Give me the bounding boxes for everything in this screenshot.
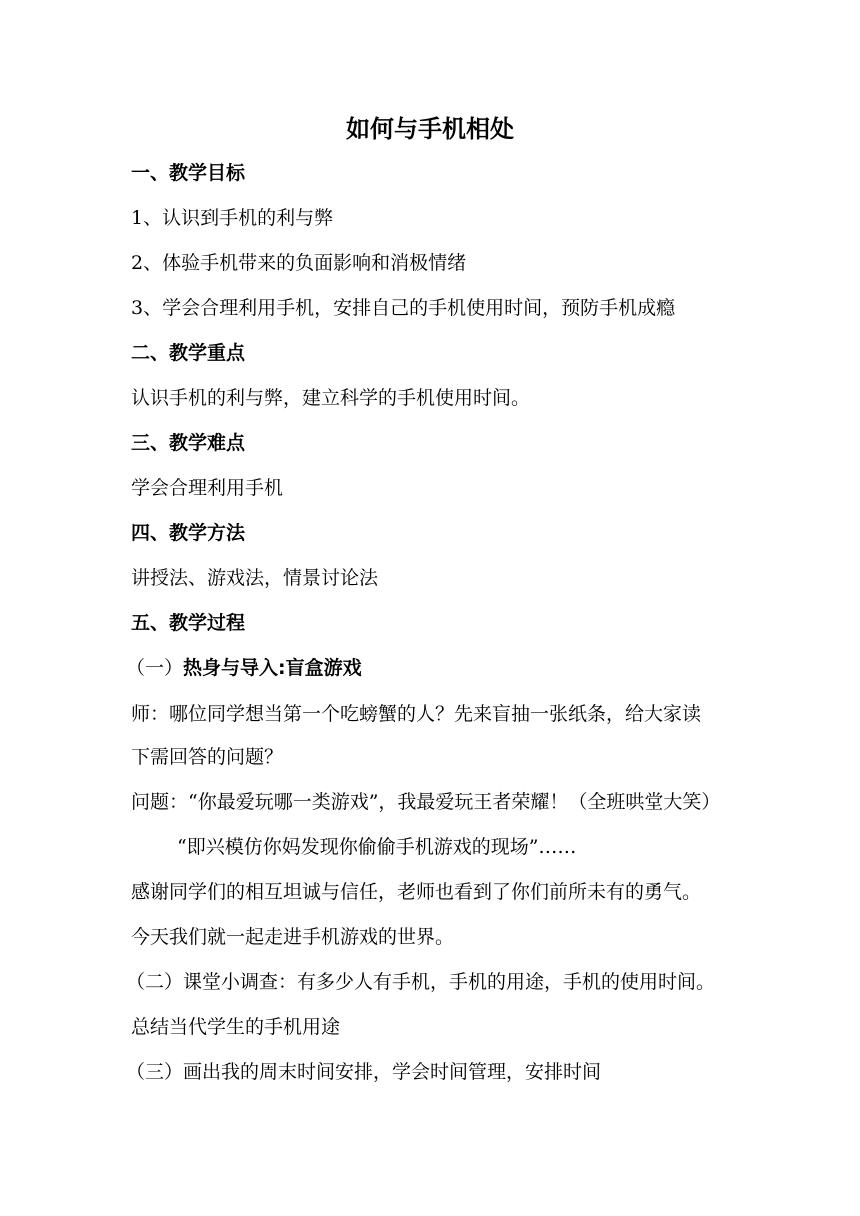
question-line-2: “即兴模仿你妈发现你偷偷手机游戏的现场”…… <box>177 836 577 858</box>
process-step-3: （三）画出我的周末时间安排，学会时间管理，安排时间 <box>126 1061 602 1083</box>
thanks-line-1: 感谢同学们的相互坦诚与信任，老师也看到了你们前所未有的勇气。 <box>131 881 702 903</box>
section-heading-objectives: 一、教学目标 <box>131 162 246 184</box>
process-step-1-title: 热身与导入:盲盒游戏 <box>183 657 362 679</box>
document-title: 如何与手机相处 <box>346 115 514 143</box>
teacher-line-2: 下需回答的问题？ <box>131 746 284 768</box>
methods-text: 讲授法、游戏法，情景讨论法 <box>131 567 379 589</box>
objective-item-3: 3、学会合理利用手机，安排自己的手机使用时间，预防手机成瘾 <box>131 297 676 319</box>
process-step-1-prefix: （一） <box>126 657 184 679</box>
section-heading-difficulties: 三、教学难点 <box>131 432 246 454</box>
objective-item-2: 2、体验手机带来的负面影响和消极情绪 <box>131 252 467 274</box>
teacher-line-1: 师：哪位同学想当第一个吃螃蟹的人？先来盲抽一张纸条，给大家读 <box>131 703 702 725</box>
thanks-line-2: 今天我们就一起走进手机游戏的世界。 <box>131 926 455 948</box>
process-step-2: （二）课堂小调查：有多少人有手机，手机的用途，手机的使用时间。 <box>126 971 716 993</box>
section-heading-key-points: 二、教学重点 <box>131 342 246 364</box>
key-points-text: 认识手机的利与弊，建立科学的手机使用时间。 <box>131 387 531 409</box>
difficulties-text: 学会合理利用手机 <box>131 477 284 499</box>
question-line: 问题：“你最爱玩哪一类游戏”，我最爱玩王者荣耀！（全班哄堂大笑） <box>131 791 721 813</box>
objective-item-1: 1、认识到手机的利与弊 <box>131 207 334 229</box>
section-heading-process: 五、教学过程 <box>131 612 246 634</box>
summary-line: 总结当代学生的手机用途 <box>131 1016 341 1038</box>
section-heading-methods: 四、教学方法 <box>131 522 246 544</box>
process-step-1 <box>126 655 726 681</box>
